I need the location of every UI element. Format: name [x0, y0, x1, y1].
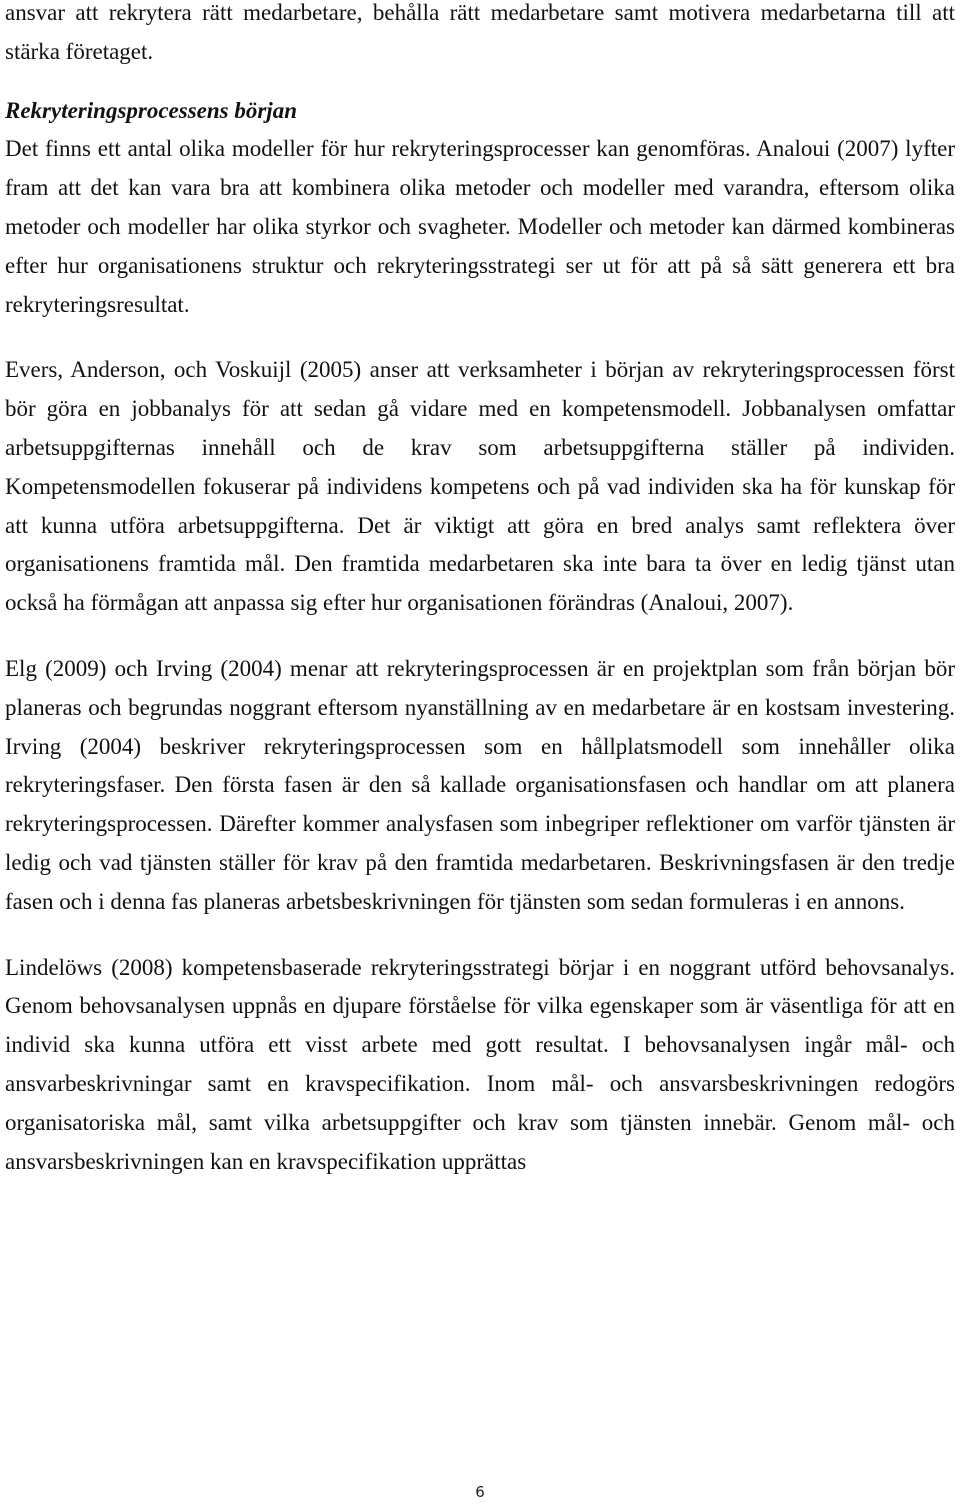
section-heading: Rekryteringsprocessens början [5, 97, 297, 123]
document-page [5, 0, 955, 1181]
body-paragraph: Det finns ett antal olika modeller för hur rekryteringsprocesser kan genomföras. Analoui (2007) lyfter fram att det kan vara bra att kombinera olika metoder och modeller med varandra, eftersom olika metoder och modeller har olika styrkor och svagheter. Modeller och metoder kan därmed kombineras efter hur organisationens struktur och rekryteringsstrategi ser ut för att på så sätt generera ett bra rekryteringsresultat. [5, 136, 955, 317]
body-paragraph: Lindelöws (2008) kompetensbaserade rekryteringsstrategi börjar i en noggrant utförd behovsanalys. Genom behovsanalysen uppnås en djupare förståelse för vilka egenskaper som är väsentliga för att en individ ska kunna utföra ett visst arbete med gott resultat. I behovsanalysen ingår mål- och ansvarbeskrivningar samt en kravspecifikation. Inom mål- och ansvarsbeskrivningen redogörs organisatoriska mål, samt vilka arbetsuppgifter och krav som tjänsten innebär. Genom mål- och ansvarsbeskrivningen kan en kravspecifikation upprättas [5, 954, 955, 1174]
body-paragraph: Elg (2009) och Irving (2004) menar att rekryteringsprocessen är en projektplan som från början bör planeras och begrundas noggrant eftersom nyanställning av en medarbetare är en kostsam investering. Irving (2004) beskriver rekryteringsprocessen som en hållplatsmodell som innehåller olika rekryteringsfaser. Den första fasen är den så kallade organisationsfasen och handlar om att planera rekryteringsprocessen. Därefter kommer analysfasen som inbegriper reflektioner om varför tjänsten är ledig och vad tjänsten ställer för krav på den framtida medarbetaren. Beskrivningsfasen är den tredje fasen och i denna fas planeras arbetsbeskrivningen för tjänsten som sedan formuleras i en annons. [5, 655, 955, 914]
body-paragraph: Evers, Anderson, och Voskuijl (2005) anser att verksamheter i början av rekryteringsprocessen först bör göra en jobbanalys för att sedan gå vidare med en kompetensmodell. Jobbanalysen omfattar arbetsuppgifternas innehåll och de krav som arbetsuppgifterna ställer på individen. Kompetensmodellen fokuserar på individens kompetens och på vad individen ska ha för kunskap för att kunna utföra arbetsuppgifterna. Det är viktigt att göra en bred analys samt reflektera över organisationens framtida mål. Den framtida medarbetaren ska inte bara ta över en ledig tjänst utan också ha förmågan att anpassa sig efter hur organisationen förändras (Analoui, 2007). [5, 357, 955, 616]
page-number: 6 [475, 1483, 485, 1501]
lead-paragraph: ansvar att rekrytera rätt medarbetare, behålla rätt medarbetare samt motivera medarbetarna till att stärka företaget. [5, 0, 955, 64]
